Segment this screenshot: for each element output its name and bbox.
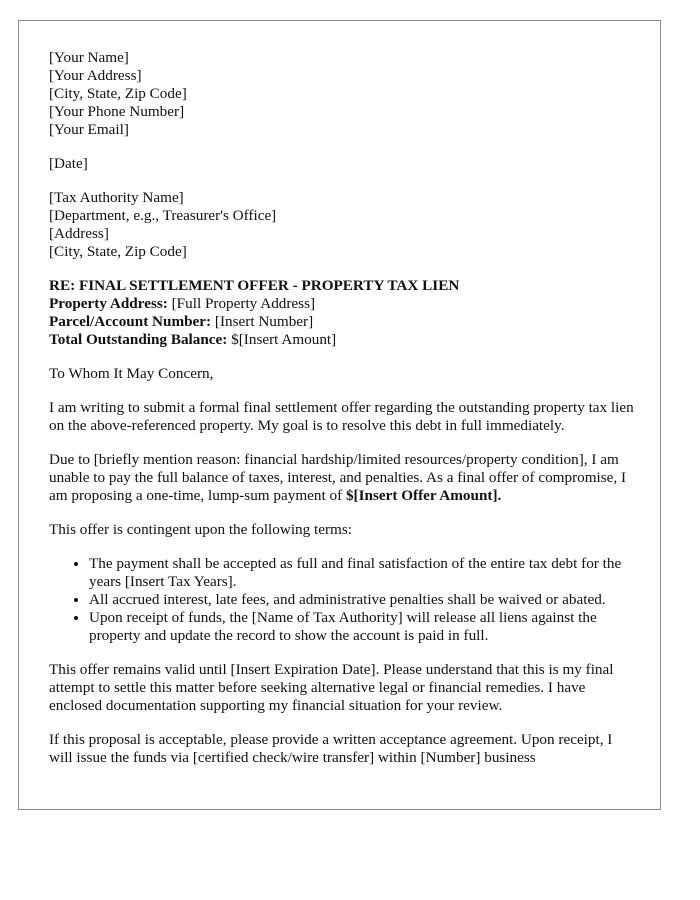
re-line: RE: FINAL SETTLEMENT OFFER - PROPERTY TAX LIEN [49,277,460,294]
sender-phone: [Your Phone Number] [49,103,185,120]
date-block [49,155,634,173]
sender-email: [Your Email] [49,121,129,138]
sender-name: [Your Name] [49,49,129,66]
paragraph-validity: This offer remains valid until [Insert Expiration Date]. Please understand that this is my final attempt to settle this matter before seeking alternative legal or financial remedies. I have enclosed documentation supporting my financial situation for your review. [49,661,614,714]
sender-address: [Your Address] [49,67,142,84]
offer-end: . [497,487,502,504]
offer-text: Due to [briefly mention reason: financial hardship/limited resources/property condition], I am unable to pay the full balance of taxes, interest, and penalties. As a final offer of compromise, I am proposing a one-time, lump-sum payment of [49,451,627,504]
list-item: • Upon receipt of funds, the [Name of Tax Authority] will release all liens against the property and update the record to show the account is paid in full. [89,609,634,645]
sender-block [49,49,634,139]
balance-value: $[Insert Amount] [231,331,337,348]
recipient-authority: [Tax Authority Name] [49,189,184,206]
parcel-value: [Insert Number] [214,313,314,330]
property-address-label: Property Address: [49,295,168,312]
parcel-line [49,313,634,331]
sender-city-state-zip: [City, State, Zip Code] [49,85,187,102]
letter-date: [Date] [49,155,88,172]
property-address-line [49,295,634,313]
offer-amount: $[Insert Offer Amount] [345,487,498,504]
balance-line [49,331,634,349]
recipient-department: [Department, e.g., Treasurer's Office] [49,207,277,224]
paragraph-acceptance: If this proposal is acceptable, please provide a written acceptance agreement. Upon receipt, I will issue the funds via [certified check/wire transfer] within [Number] business [49,731,613,766]
recipient-city-state-zip: [City, State, Zip Code] [49,243,187,260]
parcel-label: Parcel/Account Number: [49,313,212,330]
salutation: To Whom It May Concern, [49,365,214,382]
subject-block [49,277,634,349]
list-item: • All accrued interest, late fees, and administrative penalties shall be waived or abated. [89,591,634,609]
recipient-address: [Address] [49,225,109,242]
property-address-value: [Full Property Address] [171,295,316,312]
paragraph-intent: I am writing to submit a formal final settlement offer regarding the outstanding property tax lien on the above-referenced property. My goal is to resolve this debt in full immediately. [49,399,634,434]
letter-body [49,49,634,783]
balance-label: Total Outstanding Balance: [49,331,228,348]
letter-page [18,20,661,810]
paragraph-offer [49,451,634,505]
terms-intro: This offer is contingent upon the following terms: [49,521,353,538]
list-item: • The payment shall be accepted as full and final satisfaction of the entire tax debt for the years [Insert Tax Years]. [89,555,634,591]
terms-list [49,555,634,645]
recipient-block [49,189,634,261]
